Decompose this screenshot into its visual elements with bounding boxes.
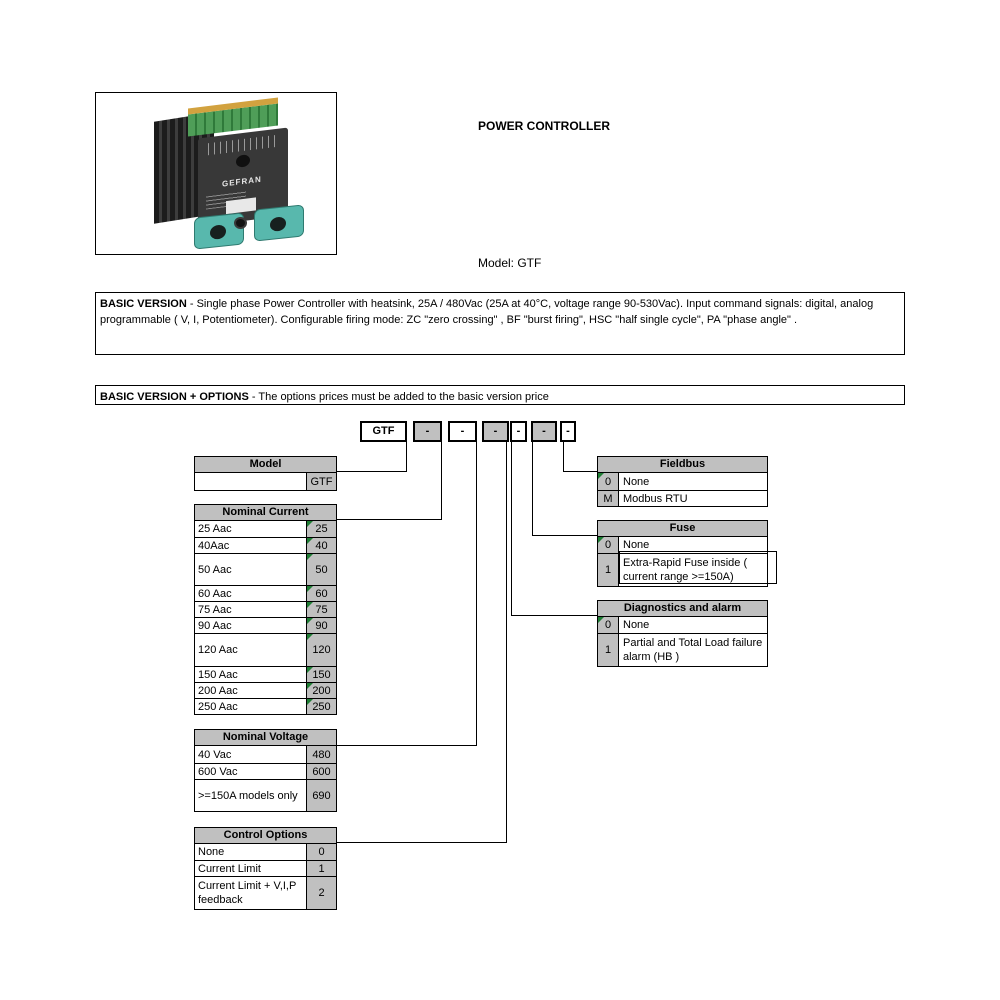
connector-current-h — [337, 519, 442, 520]
option-label: 250 Aac — [198, 700, 238, 713]
option-label: 75 Aac — [198, 603, 232, 616]
option-label: 150 Aac — [198, 668, 238, 681]
panel-pins — [208, 135, 278, 156]
table-row — [195, 553, 336, 585]
option-code: 50 — [306, 554, 336, 585]
option-label: 40Aac — [198, 539, 230, 552]
code-segment-model: GTF — [360, 421, 407, 442]
panel-hole — [236, 154, 250, 168]
option-code: 1 — [306, 861, 336, 876]
connector-model-h — [337, 471, 407, 472]
option-label: Extra-Rapid Fuse inside ( current range >=150A) — [623, 557, 748, 583]
option-code: 250 — [306, 699, 336, 714]
option-code: 600 — [306, 764, 336, 779]
nominal-voltage-table — [194, 729, 337, 812]
code-segment-diagnostics: - — [510, 421, 527, 442]
option-code: 75 — [306, 602, 336, 617]
diagnostics-table — [597, 600, 768, 667]
brand-label: GEFRAN — [222, 174, 262, 189]
control-options-header: Control Options — [195, 828, 336, 844]
code-segment-control-options: - — [482, 421, 509, 442]
connector-diagnostics-v — [511, 441, 512, 616]
code-segment-nominal-voltage: - — [448, 421, 477, 442]
model-label: Model: GTF — [478, 256, 542, 270]
cable-clamp-right — [254, 204, 304, 241]
option-code: 0 — [598, 617, 619, 633]
connector-current-v — [441, 441, 442, 520]
option-label: 25 Aac — [198, 523, 232, 535]
options-banner-label: BASIC VERSION + OPTIONS — [100, 391, 249, 403]
option-label: None — [198, 846, 225, 858]
basic-version-box — [95, 292, 905, 355]
table-row — [195, 779, 336, 811]
table-row — [195, 473, 336, 490]
option-code: 1 — [598, 554, 619, 586]
basic-version-label: BASIC VERSION — [100, 298, 187, 310]
option-label: >=150A models only — [198, 789, 298, 802]
product-photo — [96, 93, 336, 254]
table-row — [195, 746, 336, 763]
table-row — [598, 473, 767, 490]
options-banner-text: - The options prices must be added to the basic version price — [251, 391, 549, 403]
fieldbus-header: Fieldbus — [598, 457, 767, 473]
connector-fieldbus-h — [563, 471, 597, 472]
nominal-current-header: Nominal Current — [195, 505, 336, 521]
code-segment-fuse: - — [531, 421, 557, 442]
option-label: None — [623, 619, 650, 631]
connector-control-v — [506, 441, 507, 843]
connector-fieldbus-v — [563, 441, 564, 472]
table-row — [195, 860, 336, 876]
connector-diagnostics-h — [511, 615, 597, 616]
option-code: 25 — [306, 521, 336, 537]
model-table-header: Model — [195, 457, 336, 473]
option-code: 1 — [598, 634, 619, 666]
table-row — [598, 490, 767, 506]
control-options-table — [194, 827, 337, 910]
option-label: 50 Aac — [198, 563, 232, 576]
fieldbus-table — [597, 456, 768, 507]
table-row — [195, 633, 336, 666]
option-code: 0 — [598, 473, 619, 490]
option-label: Current Limit + V,I,P feedback — [198, 880, 297, 906]
table-row — [195, 521, 336, 537]
table-row — [598, 537, 767, 553]
table-row — [195, 844, 336, 860]
option-label: 600 Vac — [198, 765, 238, 778]
diagnostics-header: Diagnostics and alarm — [598, 601, 767, 617]
table-row — [195, 666, 336, 682]
code-segment-nominal-current: - — [413, 421, 442, 442]
option-code: 0 — [306, 844, 336, 860]
fuse-header: Fuse — [598, 521, 767, 537]
page-title: POWER CONTROLLER — [478, 119, 610, 133]
connector-control-h — [337, 842, 507, 843]
table-row — [598, 617, 767, 633]
product-image-frame — [95, 92, 337, 255]
option-label — [195, 473, 306, 490]
option-label: Partial and Total Load failure alarm (HB ) — [623, 637, 763, 663]
option-code: 690 — [306, 780, 336, 811]
table-row — [195, 601, 336, 617]
option-code: 200 — [306, 683, 336, 698]
table-row — [195, 585, 336, 601]
table-row — [195, 876, 336, 909]
option-label: 90 Aac — [198, 619, 232, 632]
center-screw-hole — [234, 217, 247, 229]
option-code: 2 — [306, 877, 336, 909]
table-row — [598, 633, 767, 666]
connector-fuse-h — [532, 535, 597, 536]
option-label: Current Limit — [198, 862, 261, 875]
option-label: 60 Aac — [198, 587, 232, 600]
connector-fuse-v — [532, 441, 533, 536]
table-row — [195, 682, 336, 698]
option-code: 480 — [306, 746, 336, 763]
options-banner-box — [95, 385, 905, 405]
option-code: 0 — [598, 537, 619, 553]
option-label: 120 Aac — [198, 644, 238, 656]
nominal-current-table — [194, 504, 337, 715]
model-table — [194, 456, 337, 491]
option-code: 150 — [306, 667, 336, 682]
table-row — [195, 617, 336, 633]
nominal-voltage-header: Nominal Voltage — [195, 730, 336, 746]
table-row — [195, 698, 336, 714]
option-code: 120 — [306, 634, 336, 666]
table-row — [195, 537, 336, 553]
fuse-table — [597, 520, 768, 587]
option-code: 60 — [306, 586, 336, 601]
table-row — [195, 763, 336, 779]
option-code: 90 — [306, 618, 336, 633]
table-row — [598, 553, 767, 586]
option-code: 40 — [306, 538, 336, 553]
option-code: GTF — [306, 473, 336, 490]
clamp-hole — [210, 224, 226, 240]
option-label: None — [623, 539, 650, 551]
option-label: None — [623, 475, 650, 488]
option-label: Modbus RTU — [623, 492, 688, 505]
option-label: 40 Vac — [198, 748, 232, 761]
basic-version-text: - Single phase Power Controller with heatsink, 25A / 480Vac (25A at 40°C, voltage range 90-530Vac). Input command signals: digital, analog programmable ( V, I, Potentiometer). Configurable firing mode: ZC "zero crossing" , BF "burst firing", HSC "half single cycle", PA "phase angle" . — [100, 298, 874, 326]
clamp-hole — [270, 216, 286, 232]
option-code: M — [598, 491, 619, 506]
code-segment-fieldbus: - — [560, 421, 576, 442]
option-label: 200 Aac — [198, 684, 238, 697]
white-label — [226, 197, 256, 214]
connector-voltage-h — [337, 745, 477, 746]
connector-model-v — [406, 441, 407, 472]
connector-voltage-v — [476, 441, 477, 746]
